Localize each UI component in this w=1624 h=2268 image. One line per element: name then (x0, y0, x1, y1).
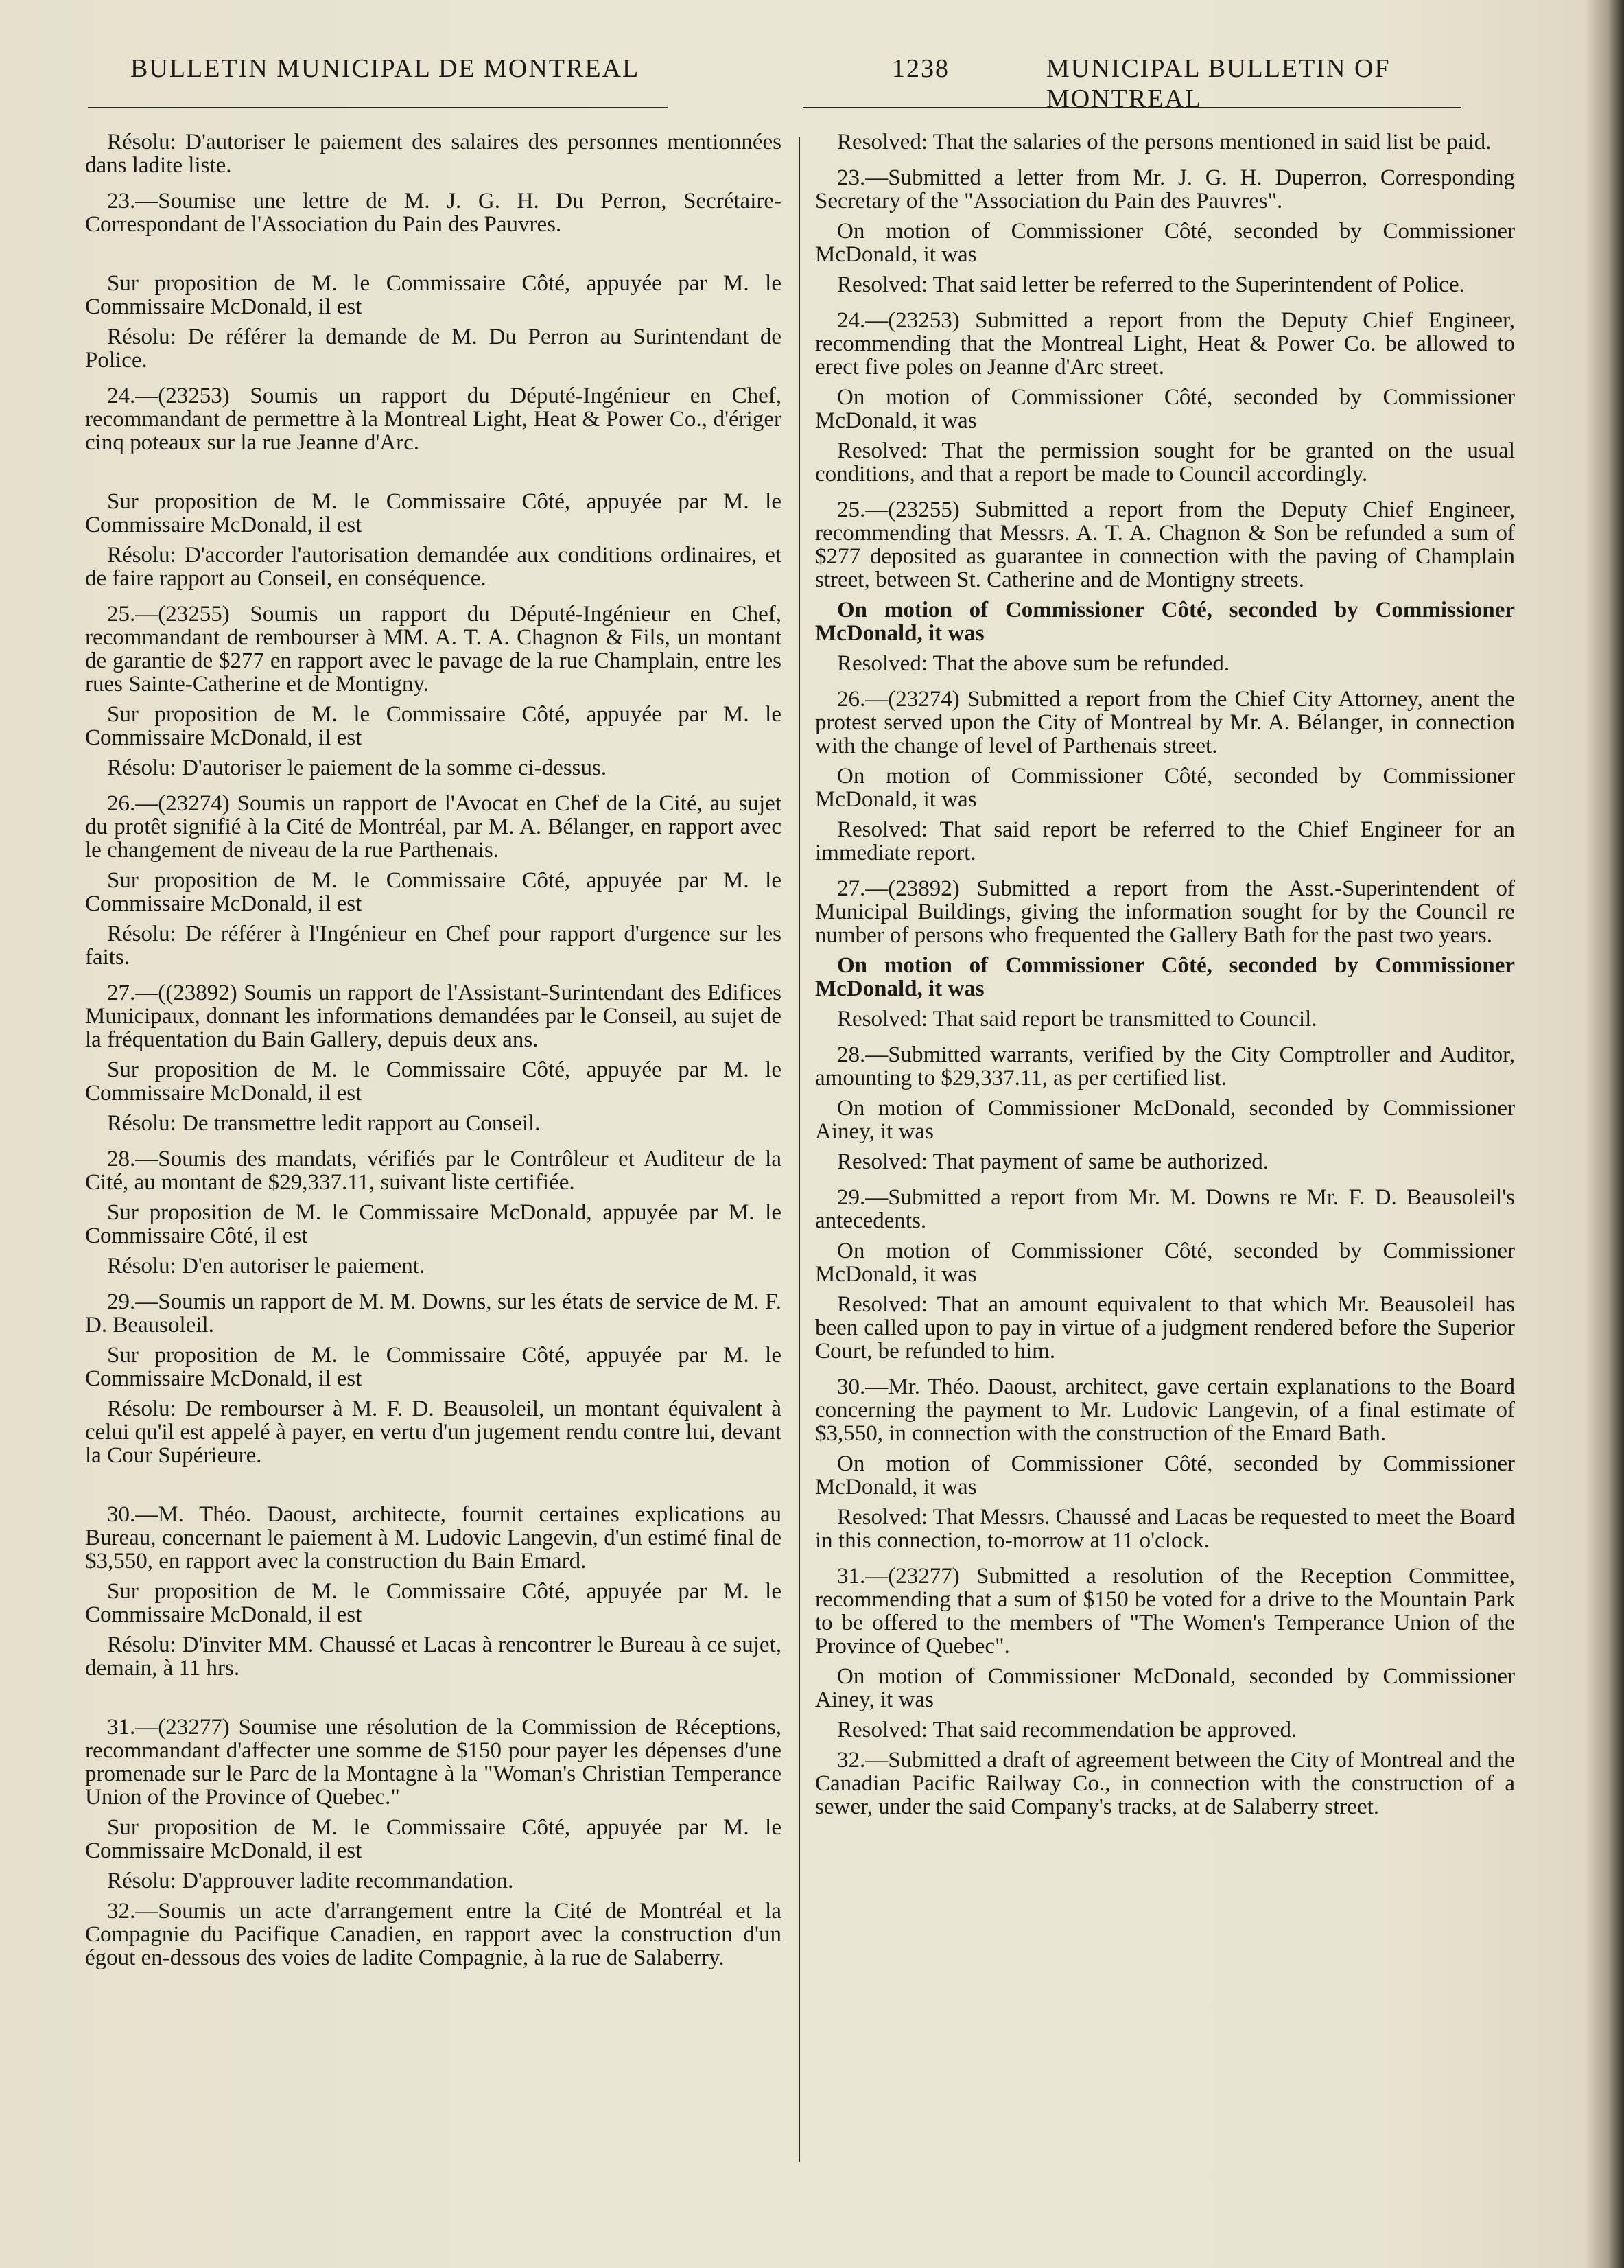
en-paragraph: Resolved: That said report be transmitted to Council. (837, 1007, 1317, 1031)
english-column (815, 130, 1515, 1819)
en-paragraph: On motion of Commissioner McDonald, seconded by Commissioner Ainey, it was (815, 1096, 1515, 1144)
page-header (123, 49, 1468, 113)
fr-paragraph: 26.—(23274) Soumis un rapport de l'Avocat en Chef de la Cité, au sujet du protêt signifié à la Cité de Montréal, par M. A. Bélanger, en rapport avec le changement de niveau de la rue Parthenais. (85, 791, 781, 863)
en-paragraph: 23.—Submitted a letter from Mr. J. G. H. Duperron, Corresponding Secretary of the "Association du Pain des Pauvres". (815, 165, 1515, 213)
en-paragraph: On motion of Commissioner Côté, seconded by Commissioner McDonald, it was (815, 385, 1515, 433)
fr-paragraph: Résolu: De transmettre ledit rapport au Conseil. (107, 1111, 541, 1136)
fr-paragraph: Résolu: D'accorder l'autorisation demandée aux conditions ordinaires, et de faire rapport au Conseil, en conséquence. (85, 543, 781, 591)
en-paragraph: 28.—Submitted warrants, verified by the City Comptroller and Auditor, amounting to $29,337.11, as per certified list. (815, 1042, 1515, 1090)
en-paragraph: On motion of Commissioner Côté, seconded by Commissioner McDonald, it was (815, 598, 1515, 646)
fr-paragraph: 31.—(23277) Soumise une résolution de la Commission de Réceptions, recommandant d'affecter une somme de $150 pour payer les dépenses d'une promenade sur le Parc de la Montagne à la "Woman's Christian Temperance Union of the Province of Quebec." (85, 1715, 781, 1810)
en-paragraph: Resolved: That payment of same be authorized. (837, 1149, 1269, 1174)
en-paragraph: Resolved: That the salaries of the persons mentioned in said list be paid. (837, 130, 1492, 154)
page-edge-shadow (1584, 0, 1624, 2268)
en-paragraph: 26.—(23274) Submitted a report from the Chief City Attorney, anent the protest served upon the City of Montreal by Mr. A. Bélanger, in connection with the change of level of Parthenais street. (815, 687, 1515, 758)
en-paragraph: On motion of Commissioner Côté, seconded by Commissioner McDonald, it was (815, 764, 1515, 812)
fr-paragraph: 25.—(23255) Soumis un rapport du Député-Ingénieur en Chef, recommandant de rembourser à MM. A. T. A. Chagnon & Fils, un montant de garantie de $277 en rapport avec le pavage de la rue Champlain, entre les rues Sainte-Catherine et de Montigny. (85, 602, 781, 697)
fr-paragraph: Sur proposition de M. le Commissaire Côté, appuyée par M. le Commissaire McDonald, il est (85, 271, 781, 319)
column-divider (799, 137, 800, 2162)
page-number: 1238 (892, 54, 950, 83)
en-paragraph: 32.—Submitted a draft of agreement between the City of Montreal and the Canadian Pacific Railway Co., in connection with the construction of a sewer, under the said Company's tracks, at de Salaberry street. (815, 1748, 1515, 1819)
en-paragraph: 29.—Submitted a report from Mr. M. Downs re Mr. F. D. Beausoleil's antecedents. (815, 1185, 1515, 1233)
en-paragraph: Resolved: That Messrs. Chaussé and Lacas be requested to meet the Board in this connection, to-morrow at 11 o'clock. (815, 1505, 1515, 1553)
fr-paragraph: Sur proposition de M. le Commissaire Côté, appuyée par M. le Commissaire McDonald, il est (85, 1579, 781, 1627)
fr-paragraph: Résolu: De référer la demande de M. Du Perron au Surintendant de Police. (85, 325, 781, 373)
header-rule-right (803, 107, 1461, 108)
fr-paragraph: Résolu: D'autoriser le paiement de la somme ci-dessus. (107, 756, 607, 780)
en-paragraph: Resolved: That the above sum be refunded. (837, 651, 1230, 676)
fr-paragraph: Sur proposition de M. le Commissaire Côté, appuyée par M. le Commissaire McDonald, il est (85, 489, 781, 537)
fr-paragraph: 27.—((23892) Soumis un rapport de l'Assistant-Surintendant des Edifices Municipaux, donnant les informations demandées par le Conseil, au sujet de la fréquentation du Bain Gallery, depuis deux ans. (85, 981, 781, 1052)
fr-paragraph: Sur proposition de M. le Commissaire Côté, appuyée par M. le Commissaire McDonald, il est (85, 1815, 781, 1863)
en-paragraph: 30.—Mr. Théo. Daoust, architect, gave certain explanations to the Board concerning the payment to Mr. Ludovic Langevin, of a final estimate of $3,550, in connection with the construction of the Emard Bath. (815, 1375, 1515, 1446)
fr-paragraph: Résolu: D'autoriser le paiement des salaires des personnes mentionnées dans ladite liste. (85, 130, 781, 178)
fr-paragraph: Sur proposition de M. le Commissaire McDonald, appuyée par M. le Commissaire Côté, il est (85, 1200, 781, 1248)
fr-paragraph: 24.—(23253) Soumis un rapport du Député-Ingénieur en Chef, recommandant de permettre à la Montreal Light, Heat & Power Co., d'ériger cinq poteaux sur la rue Jeanne d'Arc. (85, 384, 781, 455)
header-title-french: BULLETIN MUNICIPAL DE MONTREAL (130, 54, 640, 83)
en-paragraph: On motion of Commissioner Côté, seconded by Commissioner McDonald, it was (815, 953, 1515, 1001)
en-paragraph: On motion of Commissioner Côté, seconded by Commissioner McDonald, it was (815, 1239, 1515, 1287)
fr-paragraph: Sur proposition de M. le Commissaire Côté, appuyée par M. le Commissaire McDonald, il est (85, 868, 781, 916)
header-title-english: MUNICIPAL BULLETIN OF MONTREAL (1046, 54, 1391, 113)
en-paragraph: 24.—(23253) Submitted a report from the Deputy Chief Engineer, recommending that the Montreal Light, Heat & Power Co. be allowed to erect five poles on Jeanne d'Arc street. (815, 308, 1515, 379)
fr-paragraph: Sur proposition de M. le Commissaire Côté, appuyée par M. le Commissaire McDonald, il est (85, 702, 781, 750)
fr-paragraph: Sur proposition de M. le Commissaire Côté, appuyée par M. le Commissaire McDonald, il est (85, 1057, 781, 1106)
fr-paragraph: 32.—Soumis un acte d'arrangement entre la Cité de Montréal et la Compagnie du Pacifique Canadien, en rapport avec la construction d'un égout en-dessous des voies de ladite Compagnie, à la rue de Salaberry. (85, 1899, 781, 1970)
fr-paragraph: Résolu: D'en autoriser le paiement. (107, 1254, 425, 1278)
fr-paragraph: 28.—Soumis des mandats, vérifiés par le Contrôleur et Auditeur de la Cité, au montant de $29,337.11, suivant liste certifiée. (85, 1147, 781, 1195)
en-paragraph: On motion of Commissioner Côté, seconded by Commissioner McDonald, it was (815, 1451, 1515, 1499)
fr-paragraph: Résolu: De rembourser à M. F. D. Beausoleil, un montant équivalent à celui qu'il est appelé à payer, en vertu d'un jugement rendu contre lui, devant la Cour Supérieure. (85, 1396, 781, 1468)
en-paragraph: Resolved: That said report be referred to the Chief Engineer for an immediate report. (815, 817, 1515, 865)
fr-paragraph: Résolu: De référer à l'Ingénieur en Chef pour rapport d'urgence sur les faits. (85, 922, 781, 970)
fr-paragraph: 29.—Soumis un rapport de M. M. Downs, sur les états de service de M. F. D. Beausoleil. (85, 1289, 781, 1337)
fr-paragraph: Sur proposition de M. le Commissaire Côté, appuyée par M. le Commissaire McDonald, il est (85, 1343, 781, 1391)
header-rule-left (88, 107, 668, 108)
fr-paragraph: Résolu: D'approuver ladite recommandation. (107, 1869, 514, 1893)
fr-paragraph: Résolu: D'inviter MM. Chaussé et Lacas à rencontrer le Bureau à ce sujet, demain, à 11 hrs. (85, 1633, 781, 1681)
en-paragraph: 31.—(23277) Submitted a resolution of the Reception Committee, recommending that a sum of $150 be voted for a drive to the Mountain Park to be offered to the members of "The Women's Temperance Union of the Province of Quebec". (815, 1564, 1515, 1659)
en-paragraph: Resolved: That an amount equivalent to that which Mr. Beausoleil has been called upon to pay in virtue of a judgment rendered before the Superior Court, be refunded to him. (815, 1292, 1515, 1364)
en-paragraph: 25.—(23255) Submitted a report from the Deputy Chief Engineer, recommending that Messrs. A. T. A. Chagnon & Son be refunded a sum of $277 deposited as guarantee in connection with the paving of Champlain street, between St. Catherine and de Montigny streets. (815, 498, 1515, 592)
en-paragraph: 27.—(23892) Submitted a report from the Asst.-Superintendent of Municipal Buildings, giving the information sought for by the Council re number of persons who frequented the Gallery Bath for the past two years. (815, 876, 1515, 948)
fr-paragraph: 30.—M. Théo. Daoust, architecte, fournit certaines explications au Bureau, concernant le paiement à M. Ludovic Langevin, d'un estimé final de $3,550, en rapport avec la construction du Bain Emard. (85, 1502, 781, 1574)
en-paragraph: Resolved: That said recommendation be approved. (837, 1718, 1297, 1742)
en-paragraph: On motion of Commissioner McDonald, seconded by Commissioner Ainey, it was (815, 1664, 1515, 1712)
en-paragraph: Resolved: That said letter be referred to the Superintendent of Police. (837, 272, 1465, 297)
french-column (85, 130, 781, 1969)
en-paragraph: Resolved: That the permission sought for be granted on the usual conditions, and that a report be made to Council accordingly. (815, 439, 1515, 487)
fr-paragraph: 23.—Soumise une lettre de M. J. G. H. Du Perron, Secrétaire-Correspondant de l'Association du Pain des Pauvres. (85, 189, 781, 237)
en-paragraph: On motion of Commissioner Côté, seconded by Commissioner McDonald, it was (815, 219, 1515, 267)
